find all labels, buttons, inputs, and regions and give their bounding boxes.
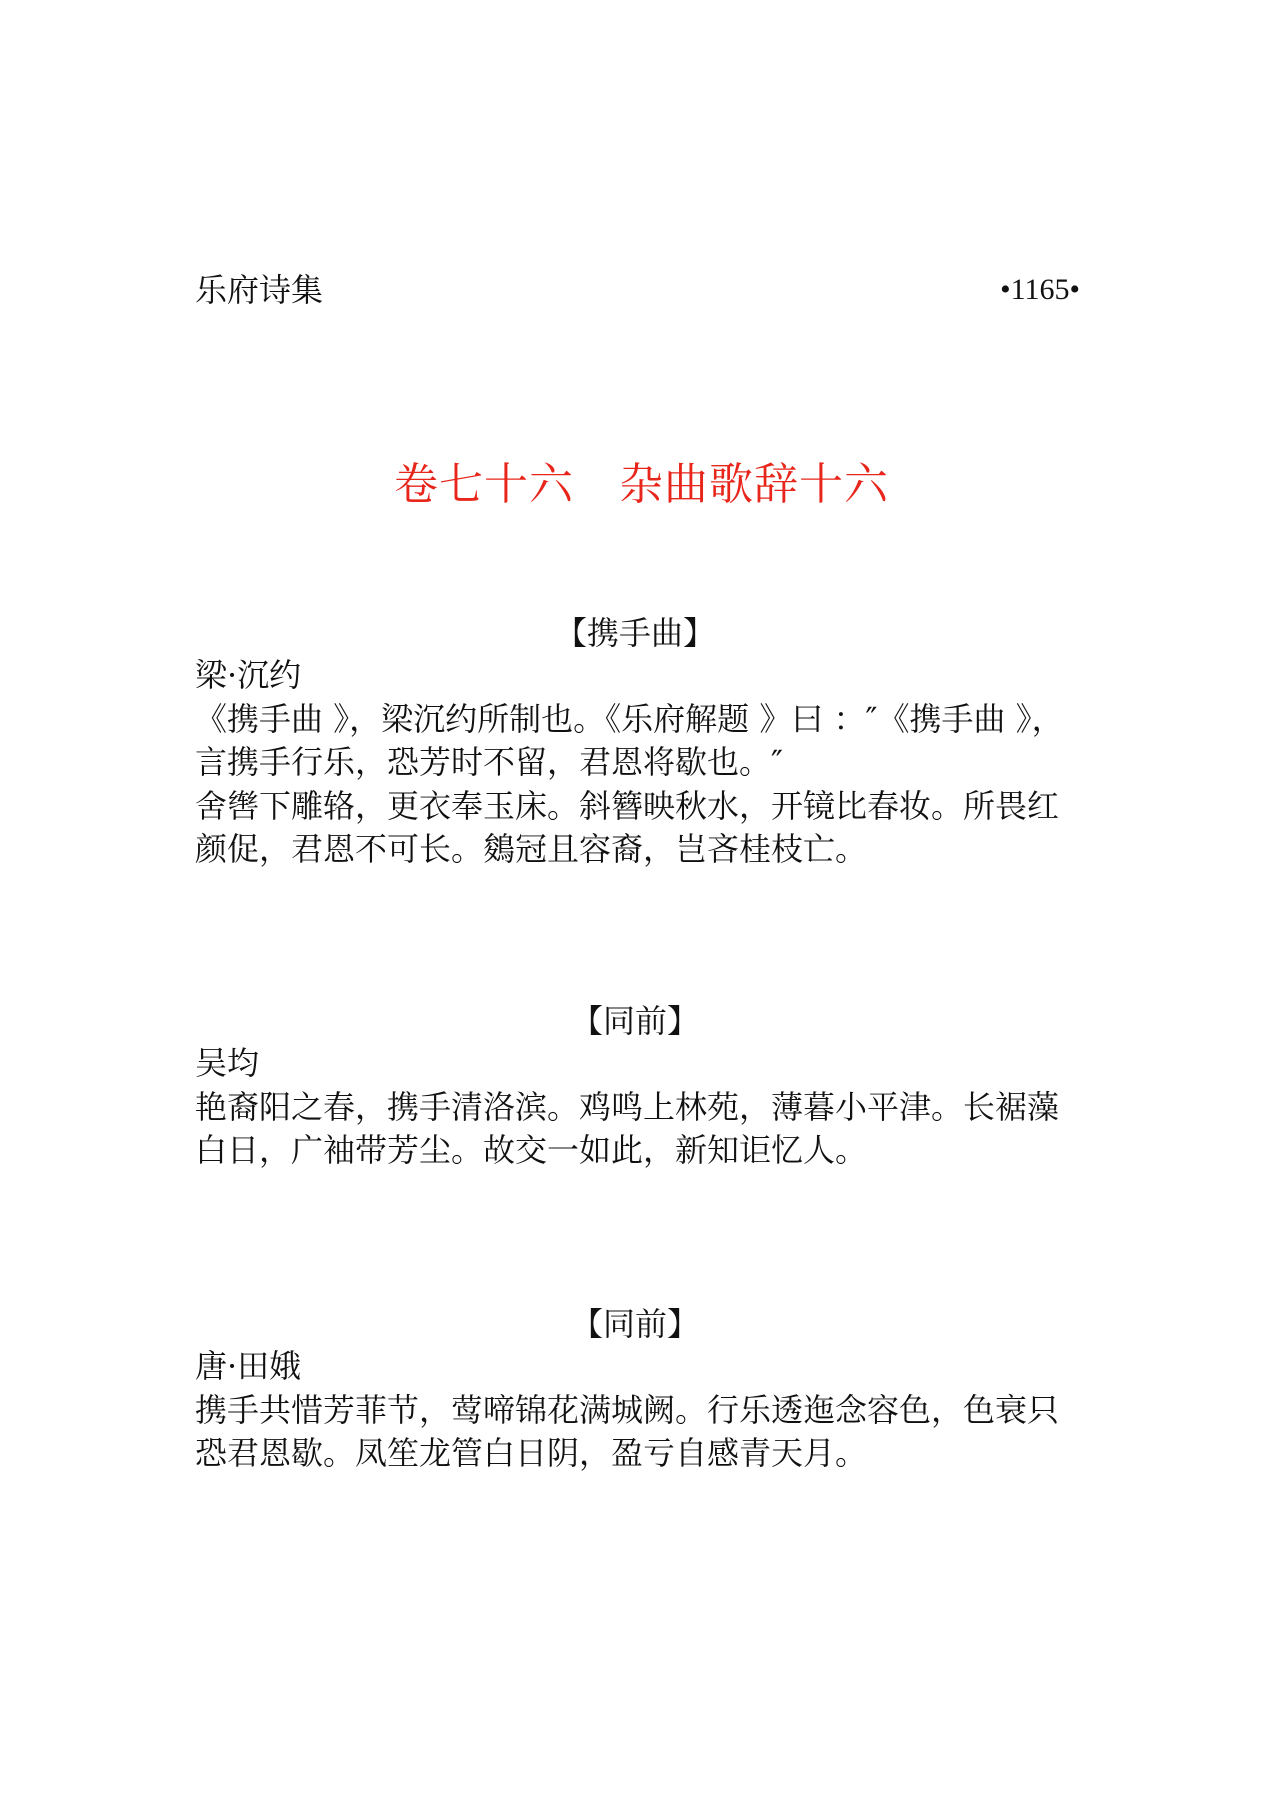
book-title: 乐府诗集	[195, 271, 324, 309]
poem-section	[195, 1303, 1095, 1476]
poem-title: 【同前】	[570, 1305, 699, 1343]
poem-section	[195, 612, 1095, 872]
poem-text-line: 《携手曲 》，梁沉约所制也。《乐府解题 》曰 ：″《携手曲 》，	[195, 699, 1064, 738]
poem-text-line: 艳裔阳之春，携手清洛滨。鸡鸣上林苑，薄暮小平津。长裾藻	[195, 1087, 1060, 1126]
poem-text-line: 携手共惜芳菲节，莺啼锦花满城阙。行乐透迤念容色，色衰只	[195, 1390, 1060, 1429]
chapter-title: 卷七十六 杂曲歌辞十六	[394, 459, 889, 510]
poem-author: 梁·沉约	[195, 656, 302, 694]
page-number: •1165•	[1000, 273, 1080, 306]
poem-title: 【携手曲】	[554, 614, 715, 652]
poem-text-line: 言携手行乐，恐芳时不留，君恩将歇也。″	[195, 743, 783, 781]
poem-title: 【同前】	[570, 1002, 699, 1040]
poem-text-line: 恐君恩歇。凤笙龙管白日阴，盈亏自感青天月。	[195, 1434, 868, 1472]
poem-author: 唐·田娥	[195, 1347, 302, 1385]
poem-section	[195, 1000, 1095, 1173]
poem-text-line: 白日，广袖带芳尘。故交一如此，新知讵忆人。	[195, 1131, 868, 1169]
poem-author: 吴均	[195, 1044, 260, 1082]
poem-text-line: 舍辔下雕辂，更衣奉玉床。斜簪映秋水，开镜比春妆。所畏红	[195, 786, 1060, 825]
poem-text-line: 颜促，君恩不可长。鵕冠且容裔，岂吝桂枝亡。	[195, 830, 868, 868]
